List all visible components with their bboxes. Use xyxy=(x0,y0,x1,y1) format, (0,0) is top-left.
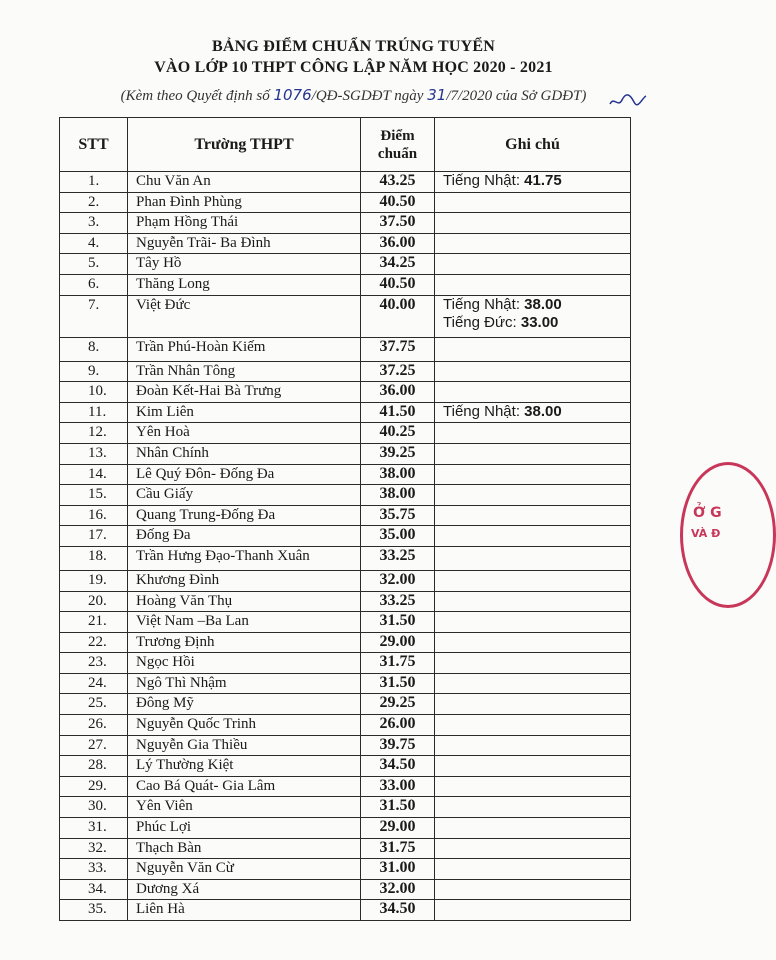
row-school: Khương Đình xyxy=(128,570,361,591)
table-row xyxy=(60,443,631,464)
table-row xyxy=(60,464,631,485)
row-stt: 25. xyxy=(60,694,128,715)
row-stt: 33. xyxy=(60,859,128,880)
row-stt: 24. xyxy=(60,673,128,694)
row-school: Trương Định xyxy=(128,632,361,653)
table-row xyxy=(60,423,631,444)
row-note xyxy=(435,254,631,275)
row-stt: 9. xyxy=(60,361,128,382)
table-row xyxy=(60,838,631,859)
note-line xyxy=(443,172,630,190)
row-note xyxy=(435,797,631,818)
row-school: Cao Bá Quát- Gia Lâm xyxy=(128,776,361,797)
row-school: Tây Hồ xyxy=(128,254,361,275)
table-row xyxy=(60,192,631,213)
row-school: Phan Đình Phùng xyxy=(128,192,361,213)
row-stt: 11. xyxy=(60,402,128,423)
subtitle-prefix: (Kèm theo Quyết định số xyxy=(120,88,274,104)
red-stamp-seal xyxy=(680,462,776,608)
row-note xyxy=(435,632,631,653)
row-stt: 34. xyxy=(60,879,128,900)
row-score: 32.00 xyxy=(361,879,435,900)
row-stt: 27. xyxy=(60,735,128,756)
row-school: Việt Đức xyxy=(128,295,361,337)
row-stt: 30. xyxy=(60,797,128,818)
row-score: 31.50 xyxy=(361,673,435,694)
row-note xyxy=(435,295,631,337)
row-score: 43.25 xyxy=(361,172,435,193)
header-score xyxy=(361,118,435,172)
row-score: 29.25 xyxy=(361,694,435,715)
row-stt: 14. xyxy=(60,464,128,485)
row-score: 38.00 xyxy=(361,464,435,485)
note-line xyxy=(443,314,630,332)
row-note xyxy=(435,192,631,213)
row-note xyxy=(435,612,631,633)
row-school: Quang Trung-Đống Đa xyxy=(128,505,361,526)
score-table xyxy=(59,117,631,921)
table-row xyxy=(60,900,631,921)
row-score: 29.00 xyxy=(361,818,435,839)
decision-number-handwritten: 1076 xyxy=(273,86,312,104)
row-score: 34.50 xyxy=(361,900,435,921)
row-stt: 6. xyxy=(60,274,128,295)
row-stt: 7. xyxy=(60,295,128,337)
table-row xyxy=(60,505,631,526)
row-stt: 23. xyxy=(60,653,128,674)
table-row xyxy=(60,254,631,275)
row-school: Nguyễn Quốc Trinh xyxy=(128,715,361,736)
document-title-line2: VÀO LỚP 10 THPT CÔNG LẬP NĂM HỌC 2020 - 2021 xyxy=(154,59,553,76)
note-label: Tiếng Nhật: xyxy=(443,172,520,189)
row-school: Đông Mỹ xyxy=(128,694,361,715)
note-label: Tiếng Đức: xyxy=(443,313,517,331)
row-note xyxy=(435,402,631,423)
row-note xyxy=(435,653,631,674)
row-score: 39.25 xyxy=(361,443,435,464)
note-label: Tiếng Nhật: xyxy=(443,295,520,313)
table-row xyxy=(60,295,631,337)
row-school: Nhân Chính xyxy=(128,443,361,464)
row-score: 31.00 xyxy=(361,859,435,880)
row-note xyxy=(435,694,631,715)
row-note xyxy=(435,570,631,591)
row-stt: 18. xyxy=(60,546,128,570)
row-school: Đoàn Kết-Hai Bà Trưng xyxy=(128,382,361,403)
table-row xyxy=(60,337,631,361)
table-row xyxy=(60,402,631,423)
row-stt: 35. xyxy=(60,900,128,921)
row-score: 37.75 xyxy=(361,337,435,361)
note-label: Tiếng Nhật: xyxy=(443,402,520,420)
row-school: Ngô Thì Nhậm xyxy=(128,673,361,694)
row-score: 41.50 xyxy=(361,402,435,423)
table-row xyxy=(60,361,631,382)
row-school: Thăng Long xyxy=(128,274,361,295)
document-subtitle xyxy=(0,86,707,105)
row-score: 31.50 xyxy=(361,797,435,818)
row-stt: 20. xyxy=(60,591,128,612)
row-stt: 8. xyxy=(60,337,128,361)
table-row xyxy=(60,756,631,777)
row-note xyxy=(435,715,631,736)
table-row xyxy=(60,382,631,403)
header-score-line1: Điểm xyxy=(380,127,415,144)
table-row xyxy=(60,715,631,736)
row-stt: 22. xyxy=(60,632,128,653)
row-score: 40.25 xyxy=(361,423,435,444)
row-school: Dương Xá xyxy=(128,879,361,900)
row-note xyxy=(435,756,631,777)
table-row xyxy=(60,274,631,295)
row-note xyxy=(435,735,631,756)
row-school: Phạm Hồng Thái xyxy=(128,213,361,234)
row-score: 35.75 xyxy=(361,505,435,526)
table-row xyxy=(60,797,631,818)
row-note xyxy=(435,274,631,295)
header-stt: STT xyxy=(60,118,128,172)
row-note xyxy=(435,485,631,506)
table-row xyxy=(60,653,631,674)
row-stt: 3. xyxy=(60,213,128,234)
row-stt: 12. xyxy=(60,423,128,444)
row-school: Liên Hà xyxy=(128,900,361,921)
table-row xyxy=(60,485,631,506)
row-stt: 17. xyxy=(60,526,128,547)
row-stt: 28. xyxy=(60,756,128,777)
row-note xyxy=(435,776,631,797)
row-note xyxy=(435,546,631,570)
note-value: 38.00 xyxy=(524,402,562,420)
row-score: 40.50 xyxy=(361,192,435,213)
table-body xyxy=(60,172,631,921)
row-school: Lý Thường Kiệt xyxy=(128,756,361,777)
row-school: Trần Phú-Hoàn Kiếm xyxy=(128,337,361,361)
row-school: Yên Hoà xyxy=(128,423,361,444)
row-note xyxy=(435,361,631,382)
row-school: Nguyễn Gia Thiều xyxy=(128,735,361,756)
row-school: Lê Quý Đôn- Đống Đa xyxy=(128,464,361,485)
row-score: 38.00 xyxy=(361,485,435,506)
signature-mark-icon xyxy=(608,90,648,110)
table-row xyxy=(60,694,631,715)
row-school: Hoàng Văn Thụ xyxy=(128,591,361,612)
decision-day-handwritten: 31 xyxy=(427,86,447,104)
stamp-text-line2: VÀ Đ xyxy=(691,527,721,540)
note-line xyxy=(443,296,630,314)
row-score: 33.00 xyxy=(361,776,435,797)
row-score: 39.75 xyxy=(361,735,435,756)
row-note xyxy=(435,879,631,900)
row-school: Yên Viên xyxy=(128,797,361,818)
header-school: Trường THPT xyxy=(128,118,361,172)
table-row xyxy=(60,818,631,839)
subtitle-middle: /QĐ-SGDĐT ngày xyxy=(311,88,428,104)
row-score: 37.25 xyxy=(361,361,435,382)
row-school: Trần Nhân Tông xyxy=(128,361,361,382)
row-score: 33.25 xyxy=(361,546,435,570)
row-note xyxy=(435,859,631,880)
table-row xyxy=(60,673,631,694)
table-row xyxy=(60,591,631,612)
row-note xyxy=(435,591,631,612)
row-note xyxy=(435,233,631,254)
row-score: 36.00 xyxy=(361,233,435,254)
document-title-line1: BẢNG ĐIỂM CHUẨN TRÚNG TUYỂN xyxy=(211,38,496,55)
row-stt: 2. xyxy=(60,192,128,213)
row-note xyxy=(435,172,631,193)
row-school: Chu Văn An xyxy=(128,172,361,193)
table-row xyxy=(60,612,631,633)
row-score: 34.50 xyxy=(361,756,435,777)
row-school: Trần Hưng Đạo-Thanh Xuân xyxy=(128,546,361,570)
row-school: Nguyễn Văn Cừ xyxy=(128,859,361,880)
row-score: 31.75 xyxy=(361,653,435,674)
row-school: Phúc Lợi xyxy=(128,818,361,839)
row-school: Kim Liên xyxy=(128,402,361,423)
row-score: 32.00 xyxy=(361,570,435,591)
table-row xyxy=(60,735,631,756)
row-stt: 19. xyxy=(60,570,128,591)
table-row xyxy=(60,570,631,591)
row-note xyxy=(435,505,631,526)
row-stt: 29. xyxy=(60,776,128,797)
row-stt: 16. xyxy=(60,505,128,526)
row-stt: 5. xyxy=(60,254,128,275)
row-score: 31.75 xyxy=(361,838,435,859)
row-score: 40.00 xyxy=(361,295,435,337)
row-stt: 10. xyxy=(60,382,128,403)
table-row xyxy=(60,213,631,234)
row-score: 29.00 xyxy=(361,632,435,653)
row-score: 33.25 xyxy=(361,591,435,612)
header-note: Ghi chú xyxy=(435,118,631,172)
table-row xyxy=(60,526,631,547)
row-note xyxy=(435,443,631,464)
row-school: Việt Nam –Ba Lan xyxy=(128,612,361,633)
table-row xyxy=(60,859,631,880)
row-stt: 1. xyxy=(60,172,128,193)
row-score: 37.50 xyxy=(361,213,435,234)
row-note xyxy=(435,838,631,859)
row-note xyxy=(435,673,631,694)
row-stt: 26. xyxy=(60,715,128,736)
row-note xyxy=(435,382,631,403)
row-note xyxy=(435,464,631,485)
row-stt: 32. xyxy=(60,838,128,859)
table-row xyxy=(60,879,631,900)
note-line xyxy=(443,403,630,421)
row-score: 36.00 xyxy=(361,382,435,403)
row-note xyxy=(435,900,631,921)
row-school: Ngọc Hồi xyxy=(128,653,361,674)
table-row xyxy=(60,233,631,254)
row-note xyxy=(435,818,631,839)
note-value: 38.00 xyxy=(524,295,562,313)
row-note xyxy=(435,526,631,547)
row-note xyxy=(435,213,631,234)
table-row xyxy=(60,172,631,193)
row-school: Thạch Bàn xyxy=(128,838,361,859)
table-row xyxy=(60,632,631,653)
row-stt: 4. xyxy=(60,233,128,254)
table-row xyxy=(60,546,631,570)
row-stt: 13. xyxy=(60,443,128,464)
row-score: 40.50 xyxy=(361,274,435,295)
row-school: Đống Đa xyxy=(128,526,361,547)
subtitle-suffix: /7/2020 của Sở GDĐT) xyxy=(446,88,587,104)
row-score: 34.25 xyxy=(361,254,435,275)
row-note xyxy=(435,337,631,361)
note-value: 33.00 xyxy=(520,313,559,331)
row-note xyxy=(435,423,631,444)
row-stt: 31. xyxy=(60,818,128,839)
row-school: Nguyễn Trãi- Ba Đình xyxy=(128,233,361,254)
table-row xyxy=(60,776,631,797)
row-score: 31.50 xyxy=(361,612,435,633)
row-stt: 21. xyxy=(60,612,128,633)
row-stt: 15. xyxy=(60,485,128,506)
header-score-line2: chuẩn xyxy=(377,145,418,162)
stamp-text-line1: Ở G xyxy=(693,505,722,521)
row-score: 35.00 xyxy=(361,526,435,547)
table-header-row xyxy=(60,118,631,172)
row-score: 26.00 xyxy=(361,715,435,736)
row-school: Cầu Giấy xyxy=(128,485,361,506)
note-value: 41.75 xyxy=(524,172,562,189)
